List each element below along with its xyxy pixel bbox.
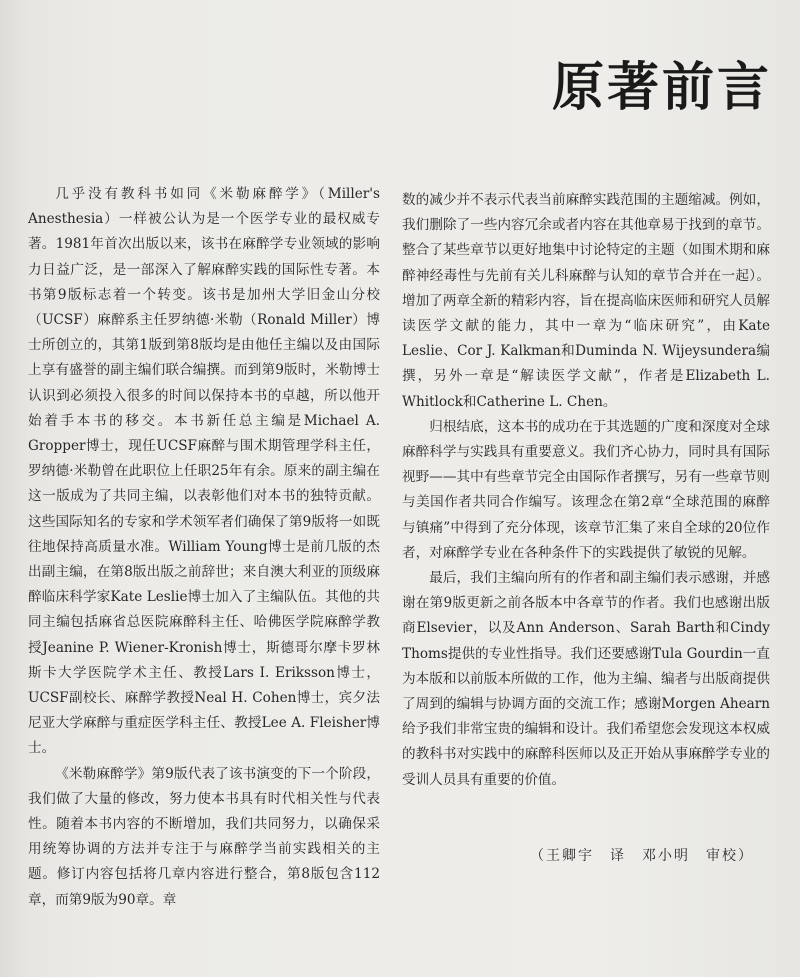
left-column [28,182,380,913]
paragraph: 最后，我们主编向所有的作者和副主编们表示感谢，并感谢在第9版更新之前各版本中各章节的作者。我们也感谢出版商Elsevier，以及Ann Anderson、Sarah Barth和Cindy Thoms提供的专业性指导。我们还要感谢Tula Gourdin一直为本版和以前版本所做的工作，他为主编、编者与出版商提供了周到的编辑与协调方面的交流工作；感谢Morgen Ahearn给予我们非常宝贵的编辑和设计。我们希望您会发现这本权威的教科书对实践中的麻醉科医师以及正开始从事麻醉学专业的受训人员具有重要的价值。 [402,570,770,788]
right-column [402,188,770,793]
page-title: 原著前言 [551,58,772,118]
paragraph: 《米勒麻醉学》第9版代表了该书演变的下一个阶段，我们做了大量的修改，努力使本书具有时代相关性与代表性。随着本书内容的不断增加，我们共同努力，以确保采用统筹协调的方法并专注于与麻醉学当前实践相关的主题。修订内容包括将几章内容进行整合，第8版包含112章，而第9版为90章。章 [28,765,380,908]
paragraph: 数的减少并不表示代表当前麻醉实践范围的主题缩减。例如，我们删除了一些内容冗余或者内容在其他章易于找到的章节。整合了某些章节以更好地集中讨论特定的主题（如围术期和麻醉神经毒性与先前有关儿科麻醉与认知的章节合并在一起）。增加了两章全新的精彩内容，旨在提高临床医师和研究人员解读医学文献的能力，其中一章为“临床研究”，由Kate Leslie、Cor J. Kalkman和Duminda N. Wijeysundera编撰，另外一章是“解读医学文献”，作者是Elizabeth L. Whitlock和Catherine L. Chen。 [402,192,770,410]
paragraph: 几乎没有教科书如同《米勒麻醉学》（Miller's Anesthesia）一样被公认为是一个医学专业的最权威专著。1981年首次出版以来，该书在麻醉学专业领域的影响力日益广泛，是一部深入了解麻醉实践的国际性专著。本书第9版标志着一个转变。该书是加州大学旧金山分校（UCSF）麻醉系主任罗纳德·米勒（Ronald Miller）博士所创立的，其第1版到第8版均是由他任主编以及由国际上享有盛誉的副主编们联合编撰。而到第9版时，米勒博士认识到必须投入很多的时间以保持本书的卓越，所以他开始着手本书的移交。本书新任总主编是Michael A. Gropper博士，现任UCSF麻醉与围术期管理学科主任，罗纳德·米勒曾在此职位上任职25年有余。原来的副主编在这一版成为了共同主编，以表彰他们对本书的独特贡献。这些国际知名的专家和学术领军者们确保了第9版将一如既往地保持高质量水准。William Young博士是前几版的杰出副主编，在第8版出版之前辞世；来自澳大利亚的顶级麻醉临床科学家Kate Leslie博士加入了主编队伍。其他的共同主编包括麻省总医院麻醉科主任、哈佛医学院麻醉学教授Jeanine P. Wiener-Kronish博士，斯德哥尔摩卡罗林斯卡大学医院学术主任、教授Lars I. Eriksson博士，UCSF副校长、麻醉学教授Neal H. Cohen博士，宾夕法尼亚大学麻醉与重症医学科主任、教授Lee A. Fleisher博士。 [28,186,380,757]
paragraph: 归根结底，这本书的成功在于其选题的广度和深度对全球麻醉科学与实践具有重要意义。我们齐心协力，同时具有国际视野——其中有些章节完全由国际作者撰写，另有一些章节则与美国作者共同合作编写。该理念在第2章“全球范围的麻醉与镇痛”中得到了充分体现，该章节汇集了来自全球的20位作者，对麻醉学专业在各种条件下的实践提供了敏锐的见解。 [402,418,770,561]
translator-credit: （王卿宇 译 邓小明 审校） [530,848,754,864]
